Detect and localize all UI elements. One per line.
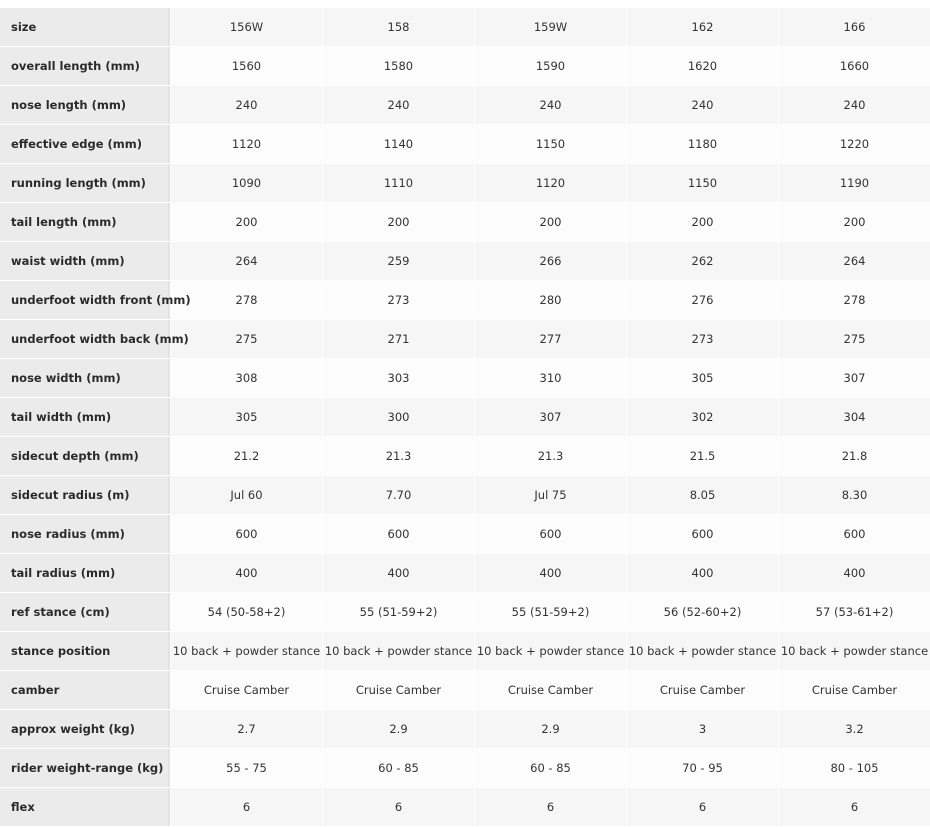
table-row xyxy=(0,593,930,632)
table-cell: 10 back + powder stance xyxy=(170,632,322,671)
table-row xyxy=(0,47,930,86)
table-row xyxy=(0,8,930,47)
table-cell: 280 xyxy=(474,281,626,320)
row-label: running length (mm) xyxy=(0,164,170,203)
table-cell: Cruise Camber xyxy=(474,671,626,710)
row-label: tail radius (mm) xyxy=(0,554,170,593)
table-cell: Jul 75 xyxy=(474,476,626,515)
table-cell: 264 xyxy=(170,242,322,281)
table-cell: Cruise Camber xyxy=(170,671,322,710)
table-cell: 266 xyxy=(474,242,626,281)
table-cell: 400 xyxy=(626,554,778,593)
table-cell: 200 xyxy=(474,203,626,242)
table-cell: 302 xyxy=(626,398,778,437)
table-cell: 307 xyxy=(778,359,930,398)
row-label: stance position xyxy=(0,632,170,671)
table-cell: 54 (50-58+2) xyxy=(170,593,322,632)
table-cell: 1220 xyxy=(778,125,930,164)
table-cell: 303 xyxy=(322,359,474,398)
table-cell: 21.5 xyxy=(626,437,778,476)
table-cell: 600 xyxy=(322,515,474,554)
table-cell: 21.3 xyxy=(322,437,474,476)
table-cell: 10 back + powder stance xyxy=(778,632,930,671)
row-label: rider weight-range (kg) xyxy=(0,749,170,788)
table-cell: 240 xyxy=(322,86,474,125)
table-cell: 259 xyxy=(322,242,474,281)
table-cell: 200 xyxy=(170,203,322,242)
table-cell: 600 xyxy=(778,515,930,554)
table-cell: 273 xyxy=(626,320,778,359)
row-label: nose width (mm) xyxy=(0,359,170,398)
table-row xyxy=(0,632,930,671)
row-label: approx weight (kg) xyxy=(0,710,170,749)
table-cell: 278 xyxy=(778,281,930,320)
table-cell: 1090 xyxy=(170,164,322,203)
table-cell: 400 xyxy=(778,554,930,593)
table-cell: 1660 xyxy=(778,47,930,86)
table-row xyxy=(0,710,930,749)
table-cell: 2.7 xyxy=(170,710,322,749)
table-cell: 275 xyxy=(778,320,930,359)
table-cell: 55 - 75 xyxy=(170,749,322,788)
table-cell: 80 - 105 xyxy=(778,749,930,788)
table-cell: 264 xyxy=(778,242,930,281)
table-cell: 1180 xyxy=(626,125,778,164)
table-cell: 57 (53-61+2) xyxy=(778,593,930,632)
table-row xyxy=(0,281,930,320)
table-cell: 10 back + powder stance xyxy=(474,632,626,671)
table-cell: 21.8 xyxy=(778,437,930,476)
table-cell: 60 - 85 xyxy=(474,749,626,788)
table-cell: 1190 xyxy=(778,164,930,203)
table-cell: 2.9 xyxy=(474,710,626,749)
table-cell: 305 xyxy=(170,398,322,437)
table-cell: 1120 xyxy=(170,125,322,164)
table-cell: 6 xyxy=(170,788,322,827)
row-label: underfoot width front (mm) xyxy=(0,281,170,320)
table-cell: 240 xyxy=(474,86,626,125)
row-label: tail width (mm) xyxy=(0,398,170,437)
table-cell: 262 xyxy=(626,242,778,281)
table-cell: 200 xyxy=(322,203,474,242)
table-row xyxy=(0,125,930,164)
table-cell: Cruise Camber xyxy=(778,671,930,710)
table-cell: 307 xyxy=(474,398,626,437)
row-label: waist width (mm) xyxy=(0,242,170,281)
row-label: tail length (mm) xyxy=(0,203,170,242)
table-cell: 277 xyxy=(474,320,626,359)
table-row xyxy=(0,788,930,827)
row-label: sidecut radius (m) xyxy=(0,476,170,515)
table-cell: 600 xyxy=(474,515,626,554)
table-cell: 308 xyxy=(170,359,322,398)
table-cell: 8.30 xyxy=(778,476,930,515)
table-cell: 276 xyxy=(626,281,778,320)
specifications-table xyxy=(0,8,930,827)
table-cell: 6 xyxy=(778,788,930,827)
row-label: flex xyxy=(0,788,170,827)
table-cell: 1590 xyxy=(474,47,626,86)
table-cell: 400 xyxy=(474,554,626,593)
table-cell: 6 xyxy=(474,788,626,827)
table-row xyxy=(0,398,930,437)
table-cell: 7.70 xyxy=(322,476,474,515)
table-cell: 21.3 xyxy=(474,437,626,476)
row-label: sidecut depth (mm) xyxy=(0,437,170,476)
row-label: underfoot width back (mm) xyxy=(0,320,170,359)
table-cell: 240 xyxy=(778,86,930,125)
row-label: nose radius (mm) xyxy=(0,515,170,554)
table-cell: 159W xyxy=(474,8,626,47)
table-row xyxy=(0,554,930,593)
table-cell: 1620 xyxy=(626,47,778,86)
table-row xyxy=(0,671,930,710)
table-row xyxy=(0,320,930,359)
table-cell: 3.2 xyxy=(778,710,930,749)
row-label: ref stance (cm) xyxy=(0,593,170,632)
table-cell: Cruise Camber xyxy=(322,671,474,710)
table-cell: 400 xyxy=(170,554,322,593)
table-cell: 310 xyxy=(474,359,626,398)
table-cell: 1140 xyxy=(322,125,474,164)
table-cell: 1150 xyxy=(474,125,626,164)
table-cell: 278 xyxy=(170,281,322,320)
table-cell: 200 xyxy=(626,203,778,242)
row-label: overall length (mm) xyxy=(0,47,170,86)
table-cell: 240 xyxy=(170,86,322,125)
table-cell: 1560 xyxy=(170,47,322,86)
table-cell: 300 xyxy=(322,398,474,437)
table-row xyxy=(0,242,930,281)
table-row xyxy=(0,203,930,242)
row-label: camber xyxy=(0,671,170,710)
table-row xyxy=(0,437,930,476)
table-cell: 158 xyxy=(322,8,474,47)
row-label: nose length (mm) xyxy=(0,86,170,125)
table-cell: 271 xyxy=(322,320,474,359)
table-cell: 1150 xyxy=(626,164,778,203)
specifications-table-body xyxy=(0,8,930,827)
table-cell: 600 xyxy=(170,515,322,554)
table-cell: 162 xyxy=(626,8,778,47)
table-cell: 6 xyxy=(626,788,778,827)
table-row xyxy=(0,515,930,554)
table-cell: 1120 xyxy=(474,164,626,203)
table-row xyxy=(0,86,930,125)
table-cell: 6 xyxy=(322,788,474,827)
table-row xyxy=(0,476,930,515)
table-cell: 10 back + powder stance xyxy=(322,632,474,671)
table-cell: Cruise Camber xyxy=(626,671,778,710)
table-cell: 1580 xyxy=(322,47,474,86)
table-cell: 304 xyxy=(778,398,930,437)
table-cell: 2.9 xyxy=(322,710,474,749)
table-cell: 70 - 95 xyxy=(626,749,778,788)
table-cell: 3 xyxy=(626,710,778,749)
row-label: effective edge (mm) xyxy=(0,125,170,164)
table-cell: 166 xyxy=(778,8,930,47)
table-cell: 8.05 xyxy=(626,476,778,515)
table-cell: 273 xyxy=(322,281,474,320)
table-cell: 55 (51-59+2) xyxy=(322,593,474,632)
table-cell: 156W xyxy=(170,8,322,47)
table-cell: 55 (51-59+2) xyxy=(474,593,626,632)
table-cell: 400 xyxy=(322,554,474,593)
table-cell: 56 (52-60+2) xyxy=(626,593,778,632)
table-cell: Jul 60 xyxy=(170,476,322,515)
table-cell: 600 xyxy=(626,515,778,554)
table-cell: 275 xyxy=(170,320,322,359)
table-row xyxy=(0,749,930,788)
table-cell: 10 back + powder stance xyxy=(626,632,778,671)
table-cell: 200 xyxy=(778,203,930,242)
table-row xyxy=(0,359,930,398)
table-cell: 21.2 xyxy=(170,437,322,476)
table-cell: 305 xyxy=(626,359,778,398)
table-cell: 60 - 85 xyxy=(322,749,474,788)
table-row xyxy=(0,164,930,203)
row-label: size xyxy=(0,8,170,47)
table-cell: 240 xyxy=(626,86,778,125)
table-cell: 1110 xyxy=(322,164,474,203)
